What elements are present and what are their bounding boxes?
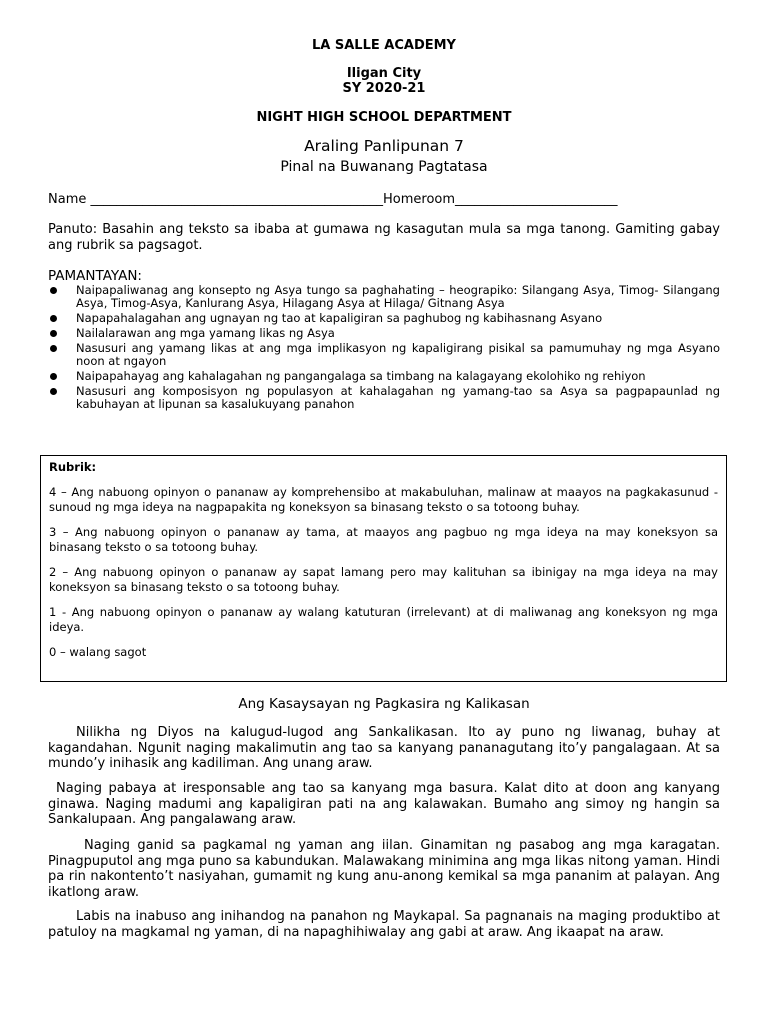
story-paragraph-3: Naging ganid sa pagkamal ng yaman ang iilan. Ginamitan ng pasabog ang mga karagatan. Pinagpuputol ang mga puno sa kabundukan. Malawakang minimina ang mga likas nitong yaman. Hindi pa rin nakontento’t nasiyahan, gumamit ng kung anu-anong kemikal sa mga pananim at palayan. Ang ikatlong araw. [48, 838, 720, 900]
city-name: Iligan City [346, 66, 422, 81]
rubric-box [40, 455, 727, 682]
school-name: LA SALLE ACADEMY [312, 38, 456, 53]
rubric-level-2: 2 – Ang nabuong opinyon o pananaw ay sapat lamang pero may kalituhan sa ibinigay na mga ideya na may koneksyon sa binasang teksto o sa totoong buhay. [49, 565, 718, 594]
standards-item: Naipapaliwanag ang konsepto ng Asya tungo sa paghahating – heograpiko: Silangang Asya, Timog- Silangang Asya, Timog-Asya, Kanlurang Asya, Hilagang Asya at Hilaga/ Gitnang Asya [48, 284, 720, 310]
standards-list [48, 284, 720, 413]
bullet-icon [50, 330, 57, 337]
homeroom-field[interactable]: _________________________ [455, 192, 618, 207]
bullet-icon [50, 315, 57, 322]
bullet-icon [50, 287, 57, 294]
rubric-level-3: 3 – Ang nabuong opinyon o pananaw ay tama, at maayos ang pagbuo ng mga ideya na may koneksyon sa binasang teksto o sa totoong buhay. [49, 525, 718, 554]
standards-heading: PAMANTAYAN: [48, 268, 142, 284]
standards-item: Nasusuri ang komposisyon ng populasyon at kahalagahan ng yamang-tao sa Asya sa pagpapaunlad ng kabuhayan at lipunan sa kasalukuyang panahon [48, 385, 720, 411]
story-paragraph-2: Naging pabaya at iresponsable ang tao sa kanyang mga basura. Kalat dito at doon ang kanyang ginawa. Naging madumi ang kapaligiran pati na ang kalawakan. Bumaho ang simoy ng hangin sa Sankalupaan. Ang pangalawang araw. [48, 781, 720, 827]
department-name: NIGHT HIGH SCHOOL DEPARTMENT [256, 110, 512, 125]
rubric-level-1: 1 - Ang nabuong opinyon o pananaw ay walang katuturan (irrelevant) at di maliwanag ang koneksyon ng mga ideya. [49, 605, 718, 634]
exam-title: Pinal na Buwanang Pagtatasa [280, 159, 488, 175]
standards-item: Napapahalagahan ang ugnayan ng tao at kapaligiran sa paghubog ng kabihasnang Asyano [48, 312, 720, 325]
rubric-level-0: 0 – walang sagot [49, 645, 147, 659]
story-paragraph-1: Nilikha ng Diyos na kalugud-lugod ang Sankalikasan. Ito ay puno ng liwanag, buhay at kagandahan. Ngunit naging makalimutin ang tao sa kanyang pananagutang ito’y pangalagaan. At sa mundo’y inihasik ang kadiliman. Ang unang araw. [48, 725, 720, 771]
story-paragraph-4: Labis na inabuso ang inihandog na panahon ng Maykapal. Sa pagnanais na maging produktibo at patuloy na magkamal ng yaman, di na napaghihiwalay ang gabi at araw. Ang ikaapat na araw. [48, 909, 720, 940]
rubric-title: Rubrik: [49, 460, 97, 474]
school-location [0, 66, 768, 96]
rubric-level-4: 4 – Ang nabuong opinyon o pananaw ay komprehensibo at makabuluhan, malinaw at maayos na pagkakasunud - sunoud ng mga ideya na nagpapakita ng koneksyon sa binasang teksto o sa totoong buhay. [49, 485, 718, 514]
story-title: Ang Kasaysayan ng Pagkasira ng Kalikasan [238, 696, 530, 712]
standards-item: Nailalarawan ang mga yamang likas ng Asya [48, 327, 720, 340]
bullet-icon [50, 345, 57, 352]
bullet-icon [50, 373, 57, 380]
school-year: SY 2020-21 [342, 81, 426, 96]
homeroom-label: Homeroom [383, 192, 456, 207]
standards-item: Naipapahayag ang kahalagahan ng pangangalaga sa timbang na kalagayang ekolohiko ng rehiyon [48, 370, 720, 383]
name-field[interactable]: _____________________________________________ [90, 192, 383, 207]
instructions: Panuto: Basahin ang teksto sa ibaba at gumawa ng kasagutan mula sa mga tanong. Gamiting gabay ang rubrik sa pagsagot. [48, 222, 720, 253]
student-info-line [48, 192, 720, 207]
name-label: Name [48, 192, 87, 207]
standards-item: Nasusuri ang yamang likas at ang mga implikasyon ng kapaligirang pisikal sa pamumuhay ng mga Asyano noon at ngayon [48, 342, 720, 368]
bullet-icon [50, 388, 57, 395]
subject-title: Araling Panlipunan 7 [304, 137, 464, 155]
